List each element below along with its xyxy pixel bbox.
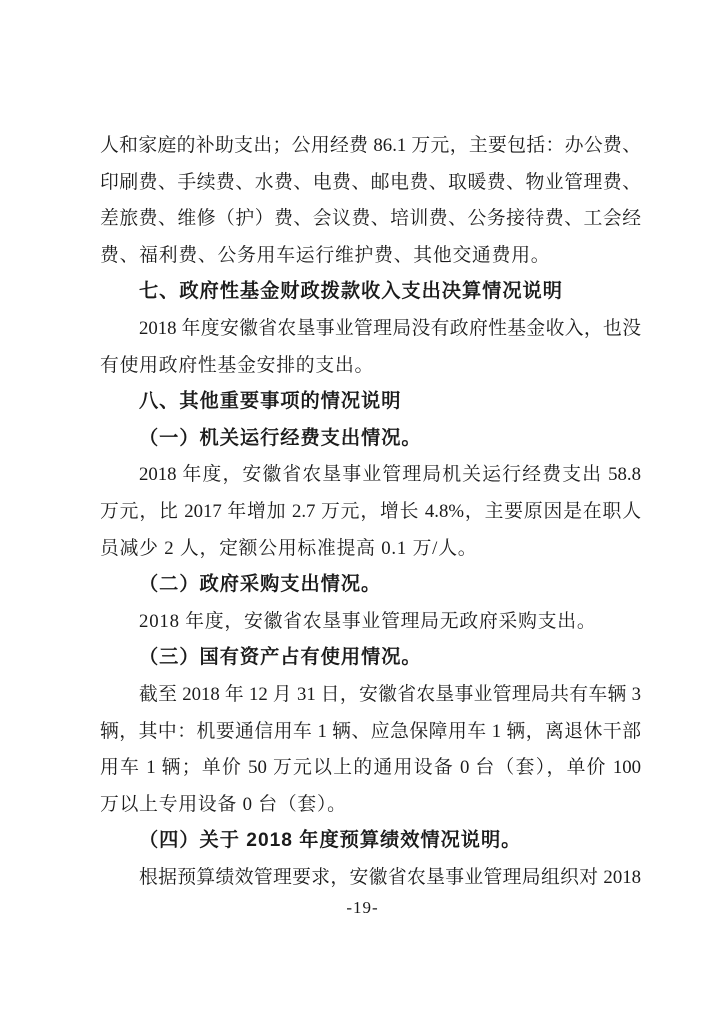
section-heading: 八、其他重要事项的情况说明 bbox=[139, 391, 402, 413]
text-line: 印刷费、手续费、水费、电费、邮电费、取暖费、物业管理费、 bbox=[100, 171, 641, 193]
document-body bbox=[100, 128, 641, 896]
text-line: 员减少 2 人，定额公用标准提高 0.1 万/人。 bbox=[100, 537, 478, 559]
text-line: 有使用政府性基金安排的支出。 bbox=[100, 354, 375, 376]
text-line: 差旅费、维修（护）费、会议费、培训费、公务接待费、工会经 bbox=[100, 208, 641, 230]
text-line: 2018 年度安徽省农垦事业管理局没有政府性基金收入，也没 bbox=[139, 317, 641, 339]
text-line: 万以上专用设备 0 台（套）。 bbox=[100, 793, 347, 815]
section-heading: （一）机关运行经费支出情况。 bbox=[139, 427, 422, 449]
text-line: 辆，其中：机要通信用车 1 辆、应急保障用车 1 辆，离退休干部 bbox=[100, 720, 641, 742]
section-heading: （三）国有资产占有使用情况。 bbox=[139, 647, 422, 669]
text-line: 万元，比 2017 年增加 2.7 万元，增长 4.8%，主要原因是在职人 bbox=[100, 500, 641, 522]
text-line: 截至 2018 年 12 月 31 日，安徽省农垦事业管理局共有车辆 3 bbox=[139, 683, 641, 705]
section-heading: 七、政府性基金财政拨款收入支出决算情况说明 bbox=[139, 281, 563, 303]
text-line: 根据预算绩效管理要求，安徽省农垦事业管理局组织对 2018 bbox=[139, 866, 641, 888]
section-heading: （二）政府采购支出情况。 bbox=[139, 574, 382, 596]
text-line: 人和家庭的补助支出；公用经费 86.1 万元，主要包括：办公费、 bbox=[100, 135, 641, 156]
text-line: 2018 年度，安徽省农垦事业管理局机关运行经费支出 58.8 bbox=[139, 464, 641, 486]
section-heading: （四）关于 2018 年度预算绩效情况说明。 bbox=[139, 830, 522, 852]
text-line: 2018 年度，安徽省农垦事业管理局无政府采购支出。 bbox=[139, 610, 597, 632]
page-number: -19- bbox=[346, 898, 379, 917]
text-line: 用车 1 辆；单价 50 万元以上的通用设备 0 台（套），单价 100 bbox=[100, 757, 641, 779]
text-line: 费、福利费、公务用车运行维护费、其他交通费用。 bbox=[100, 244, 551, 266]
